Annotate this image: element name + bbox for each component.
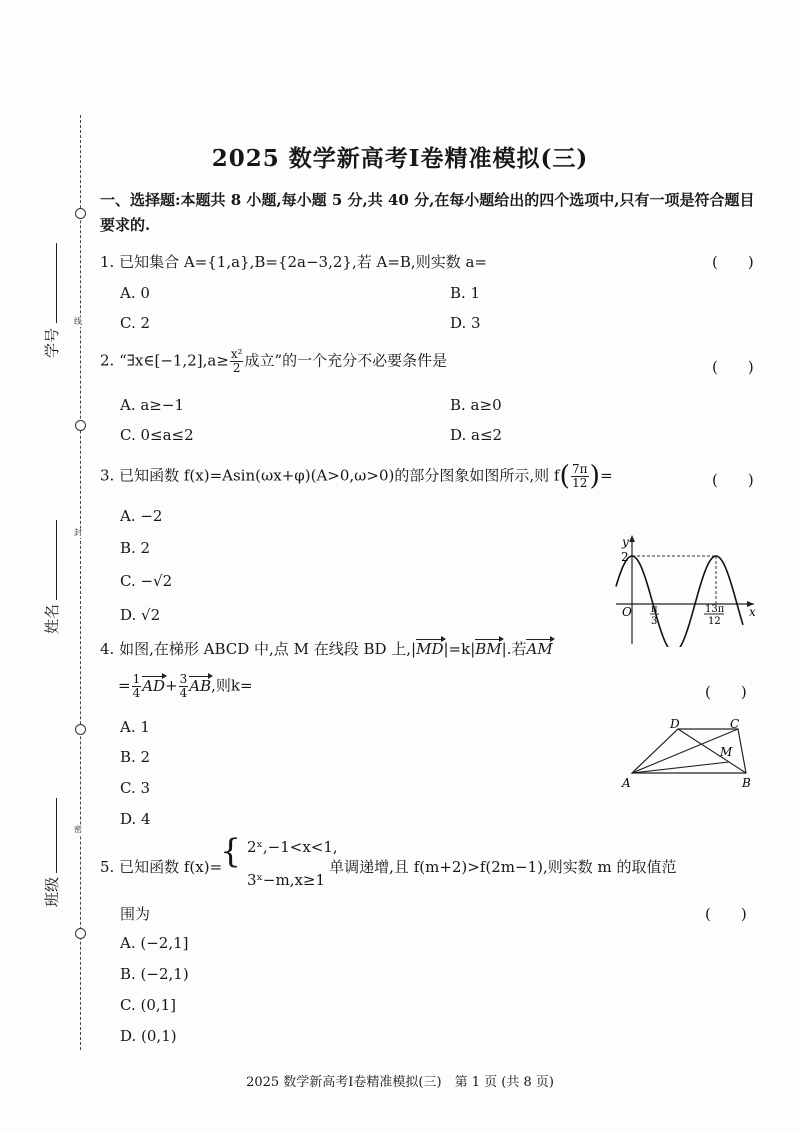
vertex-b-label: B <box>742 776 751 790</box>
x-axis-label: x <box>749 605 756 619</box>
answer-paren: ( ) <box>705 905 747 923</box>
sine-curve <box>616 556 743 647</box>
sine-graph-figure <box>608 532 758 647</box>
question-number: 3. <box>100 466 115 485</box>
q4-option-a: A. 1 <box>120 718 150 736</box>
cut-word-mi: 密 <box>74 825 82 834</box>
vector-bm: BM <box>475 640 502 658</box>
section-heading: 一、选择题:本题共 8 小题,每小题 5 分,共 40 分,在每小题给出的四个选项中,只有一项是符合题目要求的. <box>100 191 755 234</box>
fraction: $\frac{\text{x²}}{2}$ <box>230 347 243 375</box>
q1-option-a: A. 0 <box>120 284 150 302</box>
q2-option-b: B. a≥0 <box>450 396 502 414</box>
q1-option-c: C. 2 <box>120 314 151 332</box>
answer-paren: ( ) <box>712 253 754 271</box>
question-text-after: 成立”的一个充分不必要条件是 <box>244 351 448 370</box>
class-label: 班级 <box>43 877 61 908</box>
question-3: 3. 已知函数 f(x)=Asin(ωx+φ)(A>0,ω>0)的部分图象如图所示,则 f( $\frac{7\pi}{12}$ )= <box>100 460 613 492</box>
question-4-line-2: = $\frac{1}{4}$ AD+ $\frac{3}{4}$ AB,则k= <box>118 672 253 700</box>
name-label: 姓名 <box>43 604 61 635</box>
binding-dashed-line <box>80 115 81 1050</box>
question-text-after: = <box>600 466 613 485</box>
answer-paren: ( ) <box>712 471 754 489</box>
q1-option-d: D. 3 <box>450 314 481 332</box>
question-2 <box>100 348 447 375</box>
piecewise-case-1: 2ˣ,−1<x<1, <box>247 838 338 856</box>
q2-option-c: C. 0≤a≤2 <box>120 426 194 444</box>
q5-option-d: D. (0,1) <box>120 1027 177 1045</box>
binding-hole <box>75 208 86 219</box>
q3-option-b: B. 2 <box>120 539 151 557</box>
q2-option-a: A. a≥−1 <box>120 396 184 414</box>
binding-hole <box>75 928 86 939</box>
fraction: $\frac{3}{4}$ <box>179 672 188 700</box>
point-m-label: M <box>720 745 733 759</box>
exam-title: 2025 数学新高考Ⅰ卷精准模拟(三) <box>211 145 589 172</box>
binding-hole <box>75 420 86 431</box>
y-axis-label: y <box>622 535 629 549</box>
question-5-line-1: 5. 已知函数 f(x)= 单调递增,且 f(m+2)>f(2m−1),则实数 m 的取值范 <box>100 858 677 876</box>
question-1 <box>100 251 487 272</box>
vector-md: MD <box>416 640 444 658</box>
name-line <box>56 520 57 600</box>
q2-option-d: D. a≤2 <box>450 426 503 444</box>
question-5-line-2: 围为 <box>120 905 151 923</box>
q5-option-b: B. (−2,1) <box>120 965 189 983</box>
student-no-line <box>56 243 57 323</box>
answer-paren: ( ) <box>712 358 754 376</box>
question-number: 1. <box>100 253 115 271</box>
thirteen-pi-den: 12 <box>708 616 721 627</box>
piecewise-case-2: 3ˣ−m,x≥1 <box>247 871 326 889</box>
vector-ad: AD <box>142 676 166 695</box>
class-line <box>56 798 57 873</box>
vertex-d-label: D <box>670 717 680 731</box>
page-footer: 2025 数学新高考Ⅰ卷精准模拟(三) 第 1 页 (共 8 页) <box>246 1075 554 1090</box>
student-no-label: 学号 <box>43 328 61 359</box>
question-text-before: “∃x∈[−1,2],a≥ <box>119 351 229 370</box>
question-number: 5. <box>100 858 115 876</box>
q4-option-c: C. 3 <box>120 779 151 797</box>
q4-option-b: B. 2 <box>120 748 151 766</box>
vertex-a-label: A <box>622 776 631 790</box>
question-number: 2. <box>100 351 115 370</box>
binding-hole <box>75 724 86 735</box>
answer-paren: ( ) <box>705 683 747 701</box>
peak-value-label: 2 <box>621 550 629 564</box>
q4-option-d: D. 4 <box>120 810 151 828</box>
q1-option-b: B. 1 <box>450 284 481 302</box>
trapezoid-figure <box>616 715 766 793</box>
vertex-c-label: C <box>730 717 740 731</box>
cut-word-feng: 封 <box>74 528 82 537</box>
piecewise-brace: { <box>220 831 241 870</box>
pi-third-den: 3 <box>651 616 658 627</box>
q5-option-a: A. (−2,1] <box>120 934 189 952</box>
vector-am: AM <box>526 640 553 658</box>
fraction: $\frac{7\pi}{12}$ <box>572 462 588 490</box>
fraction: $\frac{1}{4}$ <box>132 672 141 700</box>
question-text-before: 已知函数 f(x)=Asin(ωx+φ)(A>0,ω>0)的部分图象如图所示,则 f <box>119 466 560 485</box>
cut-word-xian: 线 <box>74 317 82 326</box>
q3-option-a: A. −2 <box>120 507 163 525</box>
question-number: 4. <box>100 640 115 658</box>
vector-ab: AB <box>189 676 212 695</box>
q5-option-c: C. (0,1] <box>120 996 177 1014</box>
question-text: 已知集合 A={1,a},B={2a−3,2},若 A=B,则实数 a= <box>119 253 487 271</box>
origin-label: O <box>622 605 632 619</box>
question-4-line-1: 4. 如图,在梯形 ABCD 中,点 M 在线段 BD 上,|MD|=k|BM|.若AM <box>100 640 553 658</box>
q3-option-d: D. √2 <box>120 606 161 624</box>
pi-third-num: π <box>651 604 658 615</box>
q3-option-c: C. −√2 <box>120 572 173 590</box>
thirteen-pi-num: 13π <box>705 604 725 615</box>
